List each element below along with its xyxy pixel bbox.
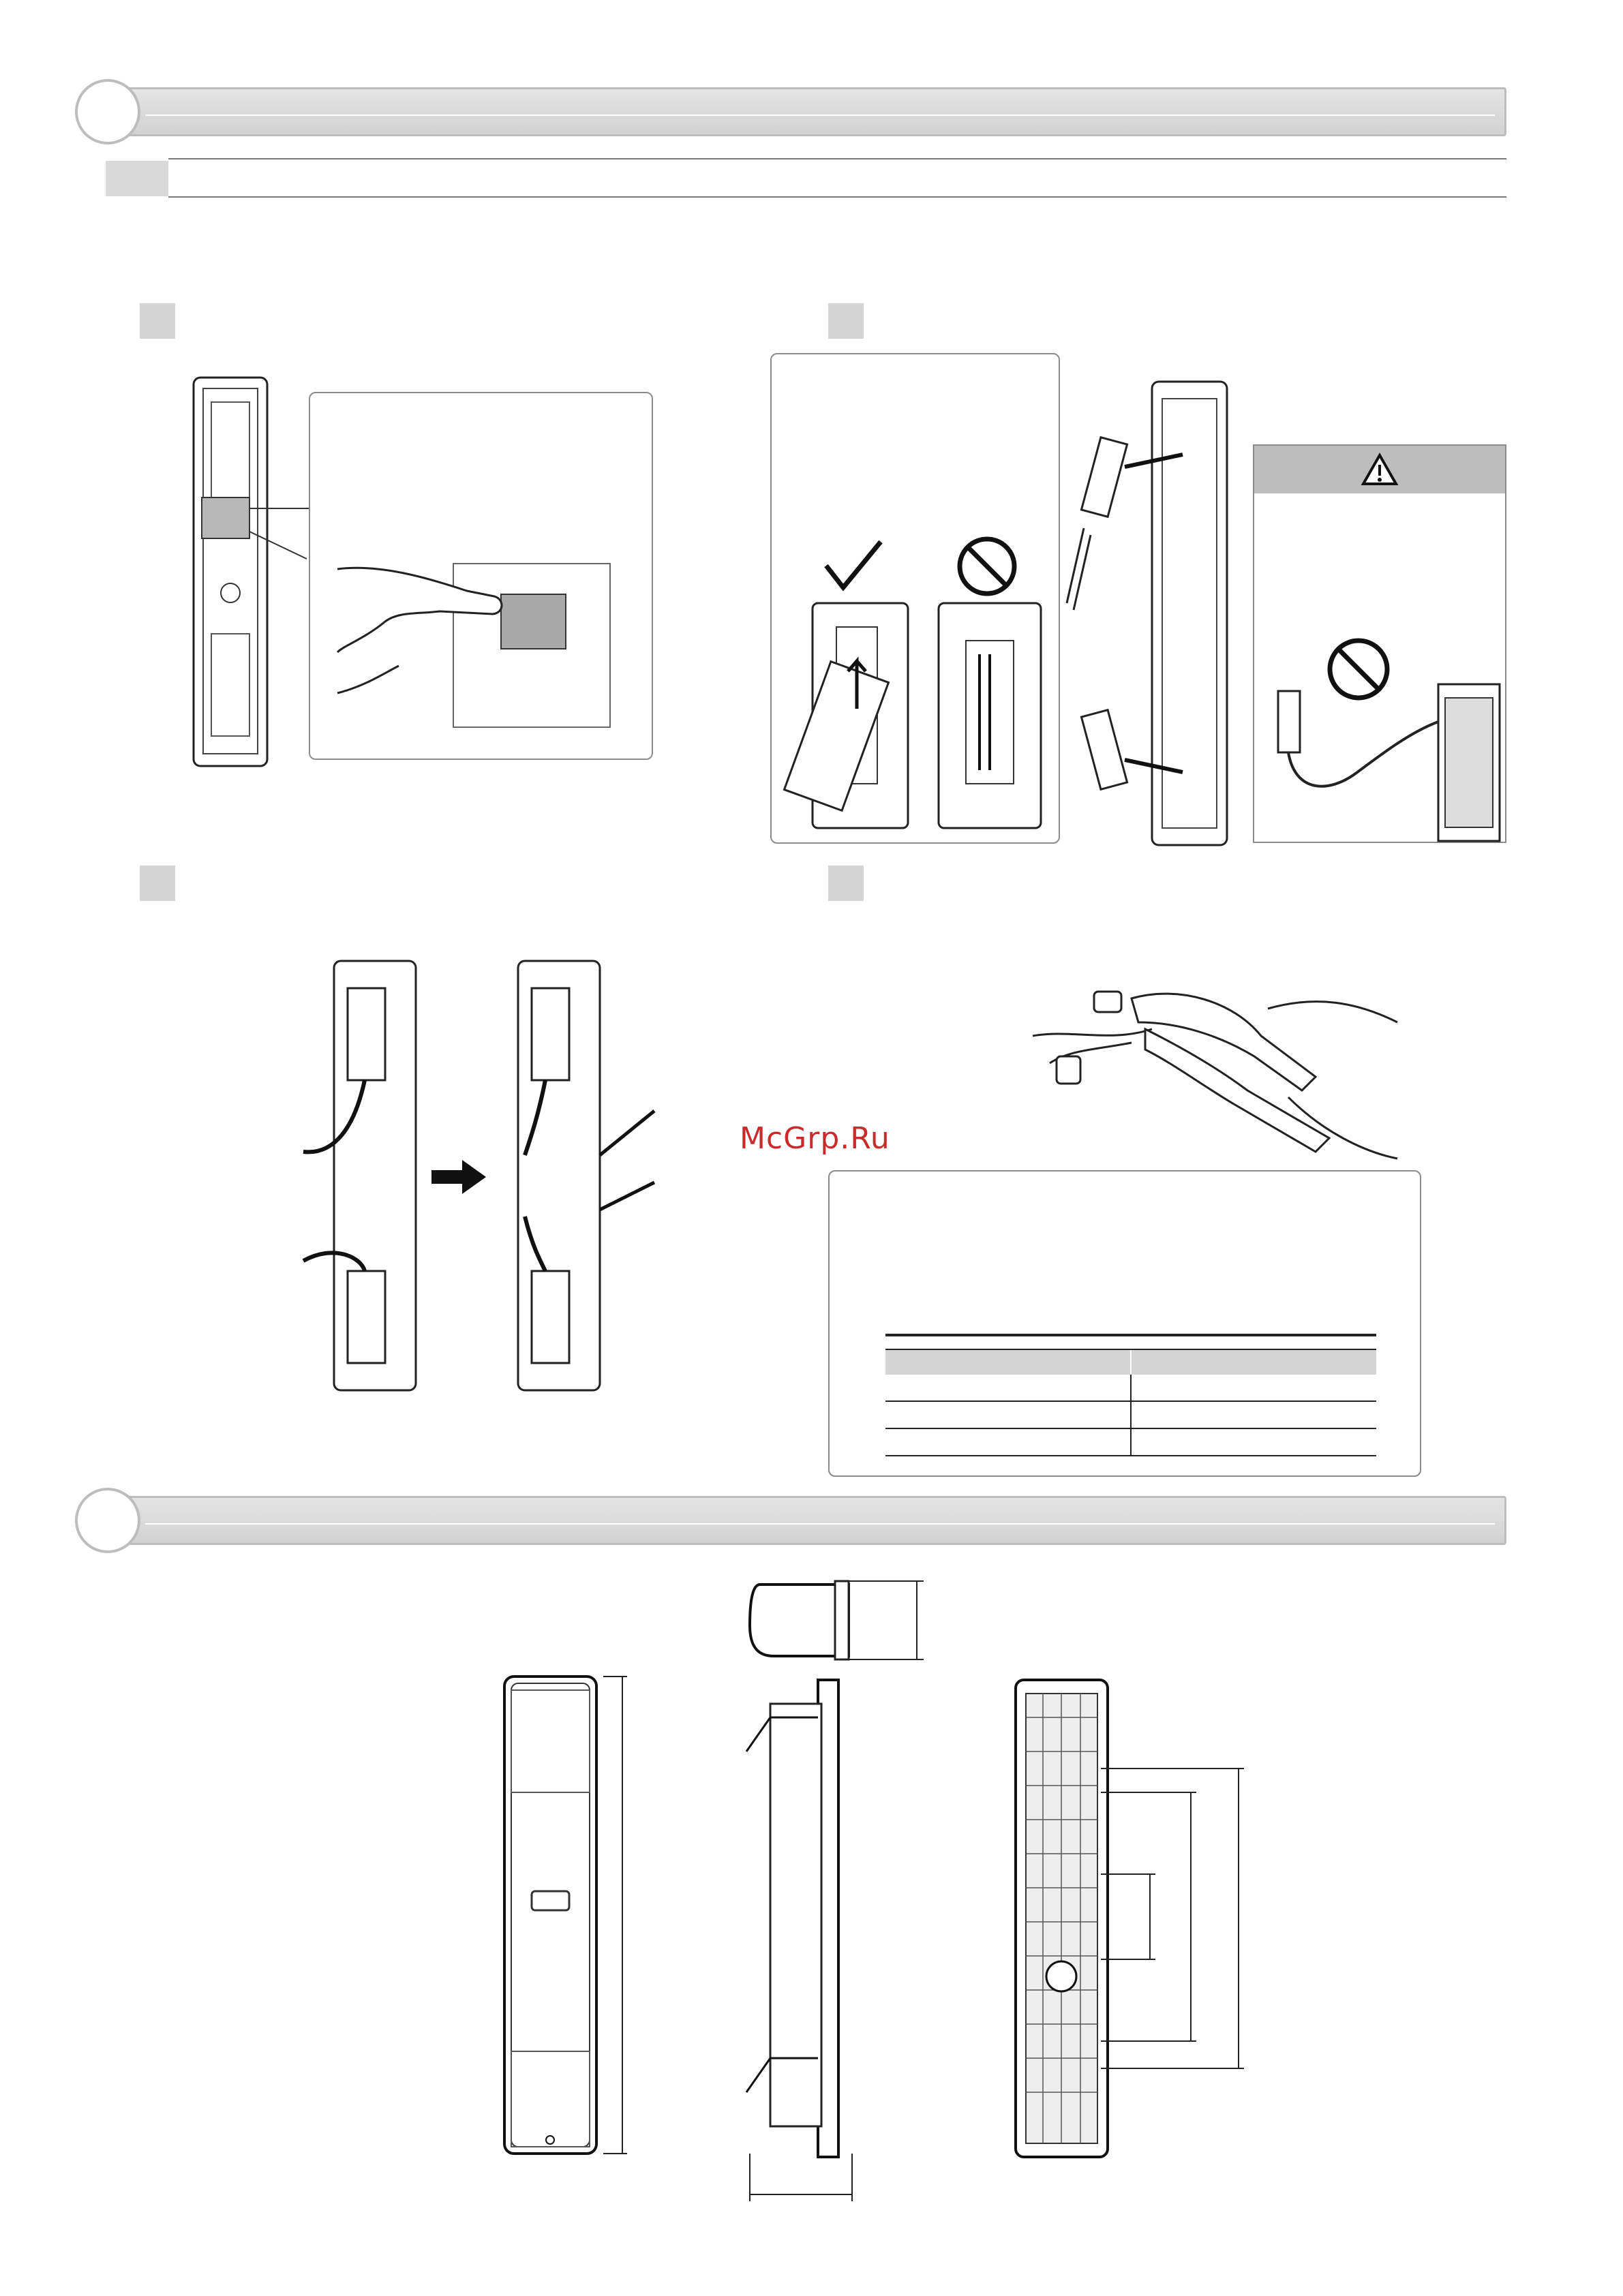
check-mark-icon: [823, 538, 884, 593]
wiring-after-illustration: [504, 958, 661, 1394]
step-4-box: [828, 866, 864, 901]
section-header-bar: [102, 1496, 1506, 1545]
top-view-drawing: [746, 1571, 924, 1666]
table-row: [885, 1401, 1376, 1428]
table-title-row: [885, 1335, 1376, 1349]
side-view-drawing: [743, 1677, 859, 2201]
subsection-tab: [106, 161, 168, 196]
arrow-right-icon: [431, 1160, 486, 1194]
subsection-rule-top: [168, 158, 1506, 159]
hand-peeling-tape-illustration: [337, 557, 624, 734]
step-2-unit-illustration: [1063, 378, 1234, 848]
wiring-before-illustration: [300, 958, 423, 1394]
caution-header: [1254, 446, 1505, 493]
step-1-unit-illustration: [191, 375, 273, 770]
step-1-box: [140, 303, 175, 339]
step-2-detail-panel: [770, 353, 1060, 844]
step-4-info-panel: [828, 1170, 1421, 1477]
subsection-rule-bottom: [168, 196, 1506, 198]
table-row: [885, 1375, 1376, 1401]
wire-specification-table: [885, 1334, 1376, 1456]
step-1-zoom-panel: [309, 392, 653, 760]
rear-view-drawing: [1012, 1677, 1258, 2167]
step-2-box: [828, 303, 864, 339]
table-header-row: [885, 1349, 1376, 1375]
prohibited-icon: [956, 535, 1018, 598]
table-row: [885, 1428, 1376, 1456]
section-header-bar: [102, 87, 1506, 136]
section-number-circle: [75, 1488, 140, 1553]
incorrect-installation-illustration: [932, 600, 1048, 831]
correct-installation-illustration: [799, 600, 915, 831]
crimp-connector-pliers-illustration: [1029, 981, 1411, 1172]
watermark-text: McGrp.Ru: [740, 1121, 890, 1156]
front-view-drawing: [501, 1673, 637, 2164]
caution-panel: [1253, 444, 1506, 843]
step-3-box: [140, 866, 175, 901]
warning-triangle-icon: [1361, 453, 1399, 487]
section-number-circle: [75, 79, 140, 144]
caution-wiring-illustration: [1275, 657, 1500, 841]
